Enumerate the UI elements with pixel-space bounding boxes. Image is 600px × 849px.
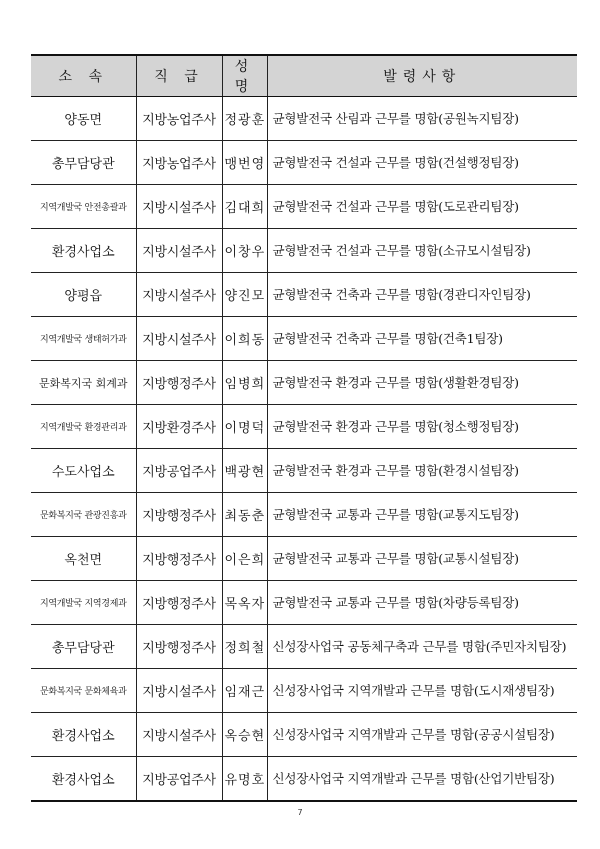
cell-name: 옥승현: [222, 713, 267, 757]
cell-order: 균형발전국 산림과 근무를 명함(공원녹지팀장): [267, 97, 577, 141]
cell-order: 신성장사업국 지역개발과 근무를 명함(공공시설팀장): [267, 713, 577, 757]
cell-affiliation: 양동면: [31, 97, 136, 141]
table-header-row: [31, 55, 577, 97]
cell-rank: 지방시설주사: [136, 713, 222, 757]
cell-name: 이희동: [222, 317, 267, 361]
cell-rank: 지방행정주사: [136, 537, 222, 581]
table-row: [31, 669, 577, 713]
cell-affiliation: 지역개발국 환경관리과: [31, 405, 136, 449]
table-row: [31, 185, 577, 229]
cell-rank: 지방공업주사: [136, 449, 222, 493]
table-row: [31, 317, 577, 361]
cell-rank: 지방시설주사: [136, 317, 222, 361]
cell-affiliation: 환경사업소: [31, 713, 136, 757]
personnel-order-table: [31, 54, 577, 802]
cell-order: 균형발전국 교통과 근무를 명함(교통시설팀장): [267, 537, 577, 581]
cell-affiliation: 환경사업소: [31, 229, 136, 273]
cell-name: 백광현: [222, 449, 267, 493]
table-row: [31, 581, 577, 625]
cell-rank: 지방행정주사: [136, 493, 222, 537]
cell-rank: 지방행정주사: [136, 581, 222, 625]
cell-affiliation: 문화복지국 관광진흥과: [31, 493, 136, 537]
cell-order: 균형발전국 건축과 근무를 명함(경관디자인팀장): [267, 273, 577, 317]
header-name: 성 명: [222, 55, 267, 97]
header-rank: 직 급: [136, 55, 222, 97]
cell-affiliation: 문화복지국 문화체육과: [31, 669, 136, 713]
cell-name: 맹번영: [222, 141, 267, 185]
cell-name: 이명덕: [222, 405, 267, 449]
header-affiliation: 소 속: [31, 55, 136, 97]
cell-name: 임재근: [222, 669, 267, 713]
cell-order: 균형발전국 환경과 근무를 명함(생활환경팀장): [267, 361, 577, 405]
cell-name: 양진모: [222, 273, 267, 317]
cell-rank: 지방시설주사: [136, 229, 222, 273]
cell-name: 목옥자: [222, 581, 267, 625]
cell-rank: 지방시설주사: [136, 669, 222, 713]
table-row: [31, 141, 577, 185]
cell-affiliation: 지역개발국 생태허가과: [31, 317, 136, 361]
cell-order: 균형발전국 교통과 근무를 명함(교통지도팀장): [267, 493, 577, 537]
table-row: [31, 493, 577, 537]
cell-rank: 지방시설주사: [136, 185, 222, 229]
cell-order: 균형발전국 교통과 근무를 명함(차량등록팀장): [267, 581, 577, 625]
cell-rank: 지방농업주사: [136, 141, 222, 185]
table-row: [31, 449, 577, 493]
table-row: [31, 405, 577, 449]
table-row: [31, 713, 577, 757]
cell-rank: 지방행정주사: [136, 625, 222, 669]
table-row: [31, 273, 577, 317]
cell-rank: 지방시설주사: [136, 273, 222, 317]
cell-rank: 지방공업주사: [136, 757, 222, 802]
cell-name: 임병희: [222, 361, 267, 405]
cell-name: 김대희: [222, 185, 267, 229]
cell-affiliation: 총무담당관: [31, 625, 136, 669]
cell-affiliation: 환경사업소: [31, 757, 136, 802]
table-row: [31, 361, 577, 405]
cell-order: 균형발전국 건설과 근무를 명함(건설행정팀장): [267, 141, 577, 185]
cell-order: 균형발전국 건축과 근무를 명함(건축1팀장): [267, 317, 577, 361]
cell-affiliation: 지역개발국 안전총괄과: [31, 185, 136, 229]
cell-order: 균형발전국 환경과 근무를 명함(환경시설팀장): [267, 449, 577, 493]
cell-affiliation: 옥천면: [31, 537, 136, 581]
cell-order: 균형발전국 환경과 근무를 명함(청소행정팀장): [267, 405, 577, 449]
table-row: [31, 625, 577, 669]
cell-order: 균형발전국 건설과 근무를 명함(도로관리팀장): [267, 185, 577, 229]
cell-name: 이은희: [222, 537, 267, 581]
cell-order: 신성장사업국 공동체구축과 근무를 명함(주민자치팀장): [267, 625, 577, 669]
cell-affiliation: 양평읍: [31, 273, 136, 317]
table-row: [31, 97, 577, 141]
cell-name: 유명호: [222, 757, 267, 802]
cell-order: 신성장사업국 지역개발과 근무를 명함(도시재생팀장): [267, 669, 577, 713]
cell-name: 이창우: [222, 229, 267, 273]
table-row: [31, 537, 577, 581]
cell-name: 정희철: [222, 625, 267, 669]
cell-affiliation: 총무담당관: [31, 141, 136, 185]
page-number: 7: [297, 808, 303, 817]
table-row: [31, 229, 577, 273]
header-order: 발령사항: [267, 55, 577, 97]
cell-order: 균형발전국 건설과 근무를 명함(소규모시설팀장): [267, 229, 577, 273]
cell-order: 신성장사업국 지역개발과 근무를 명함(산업기반팀장): [267, 757, 577, 802]
cell-affiliation: 문화복지국 회계과: [31, 361, 136, 405]
cell-rank: 지방농업주사: [136, 97, 222, 141]
cell-rank: 지방행정주사: [136, 361, 222, 405]
cell-affiliation: 지역개발국 지역경제과: [31, 581, 136, 625]
cell-affiliation: 수도사업소: [31, 449, 136, 493]
cell-name: 정광훈: [222, 97, 267, 141]
cell-name: 최동춘: [222, 493, 267, 537]
cell-rank: 지방환경주사: [136, 405, 222, 449]
table-row: [31, 757, 577, 802]
